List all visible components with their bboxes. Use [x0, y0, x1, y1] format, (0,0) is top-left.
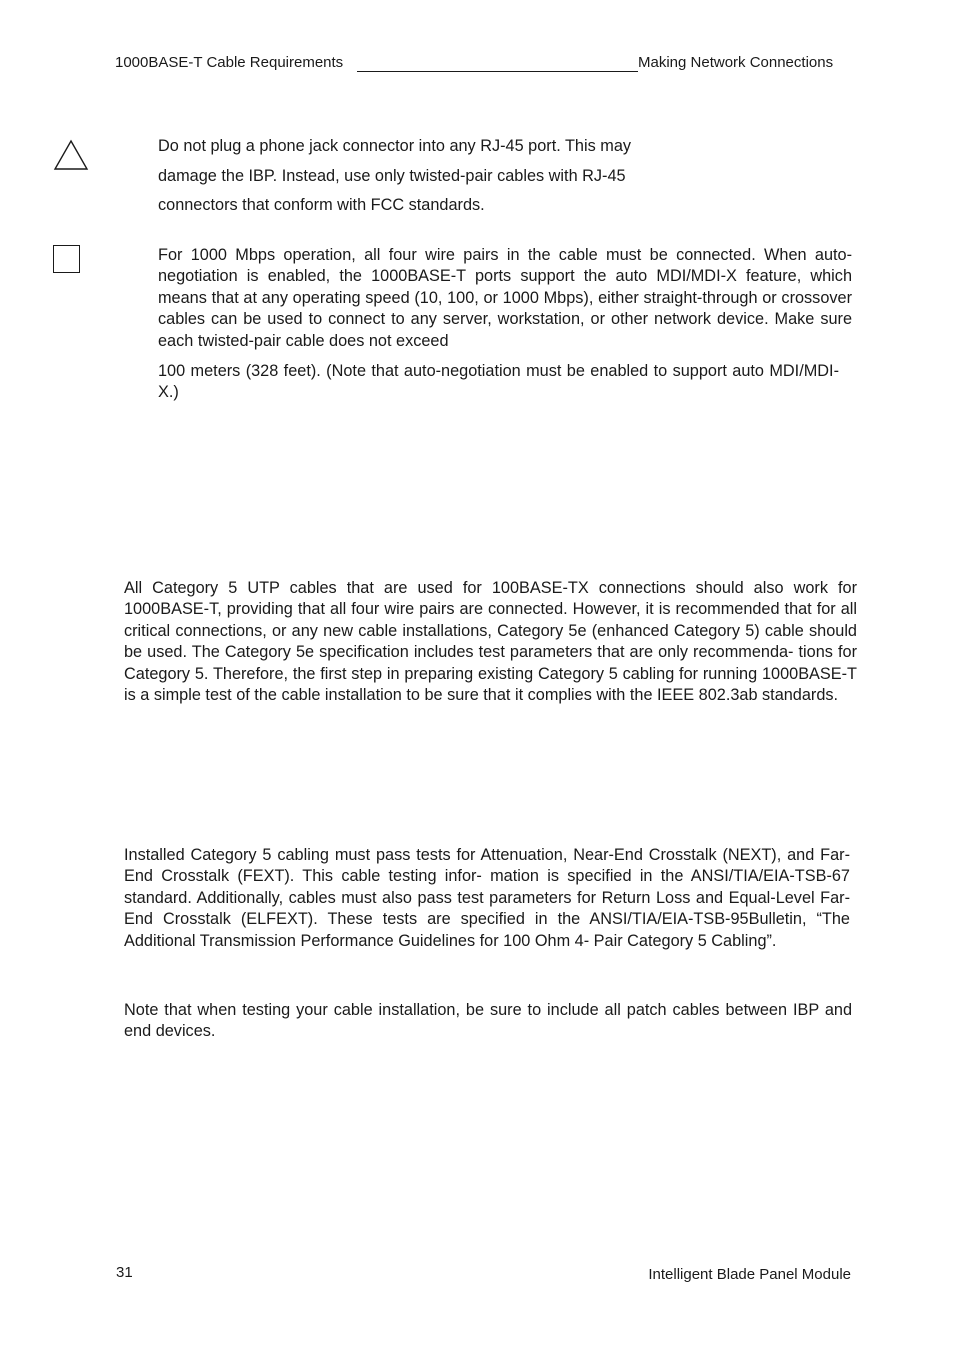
- page-number: 31: [116, 1264, 133, 1281]
- header-rule: [357, 71, 638, 72]
- footer-title: Intelligent Blade Panel Module: [648, 1266, 851, 1283]
- header-right-title: Making Network Connections: [638, 54, 834, 71]
- note-text-1: For 1000 Mbps operation, all four wire pairs in the cable must be connected. When auto-negotiation is enabled, the 1000BASE-T ports support the auto MDI/MDI-X feature, which means that at any operating speed (10, 100, or 1000 Mbps), either straight-through or crossover cables can be used to connect to any server, workstation, or other network device. Make sure each twisted-pair cable does not exceed: [158, 246, 852, 350]
- header-left-title: 1000BASE-T Cable Requirements: [115, 54, 344, 71]
- note-text-2: 100 meters (328 feet). (Note that auto-negotiation must be enabled to support auto MDI/MDI-X.): [158, 362, 839, 402]
- note-box-icon: [53, 245, 80, 273]
- body-paragraph-1: All Category 5 UTP cables that are used for 100BASE-TX connections should also work for 1000BASE-T, providing that all four wire pairs are connected. However, it is recommended that for all critical connections, or any new cable installations, Category 5e (enhanced Category 5) cable should be used. The Category 5e specification includes test parameters that are only recommenda- tions for Category 5. Therefore, the first step in preparing existing Category 5 cabling for running 1000BASE-T is a simple test of the cable installation to be sure that it complies with the IEEE 802.3ab standards.: [124, 579, 857, 705]
- caution-line-2: damage the IBP. Instead, use only twisted-pair cables with RJ-45: [158, 167, 626, 185]
- body-paragraph-2: Installed Category 5 cabling must pass tests for Attenuation, Near-End Crosstalk (NEXT), and Far-End Crosstalk (FEXT). This cable testing infor- mation is specified in the ANSI/TIA/EIA-TSB-67 standard. Additionally, cables must also pass test parameters for Return Loss and Equal-Level Far-End Crosstalk (ELFEXT). These tests are specified in the ANSI/TIA/EIA-TSB-95Bulletin, “The Additional Transmission Performance Guidelines for 100 Ohm 4- Pair Category 5 Cabling”.: [124, 846, 850, 950]
- caution-line-1: Do not plug a phone jack connector into any RJ-45 port. This may: [158, 137, 632, 155]
- caution-line-3: connectors that conform with FCC standards.: [158, 196, 485, 214]
- body-paragraph-3: Note that when testing your cable installation, be sure to include all patch cables between IBP and end devices.: [124, 1001, 852, 1041]
- warning-triangle-icon: [53, 139, 89, 171]
